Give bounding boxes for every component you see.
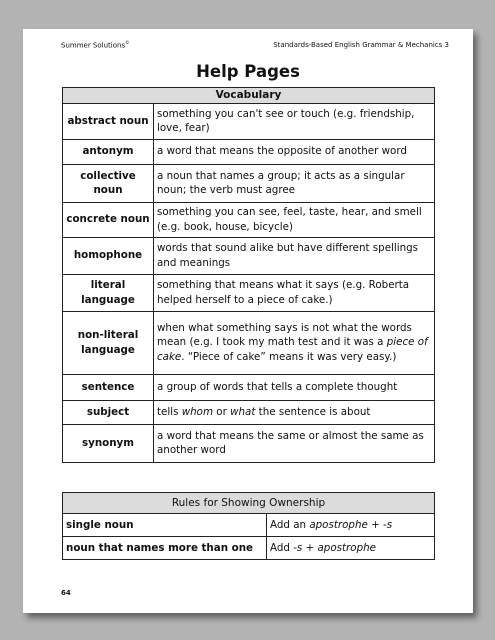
vocab-term: literal language (63, 274, 154, 311)
vocabulary-heading: Vocabulary (63, 88, 435, 104)
vocab-definition (154, 400, 435, 424)
table-row (63, 274, 435, 311)
page-number: 64 (61, 589, 71, 597)
vocab-term: collective noun (63, 164, 154, 202)
header-left (61, 41, 130, 49)
definition-text: or (213, 405, 231, 418)
header-left-text: Summer Solutions (61, 41, 126, 50)
table-row (63, 424, 435, 462)
worksheet-page (23, 29, 473, 613)
ownership-term: single noun (63, 514, 267, 537)
rule-italic: apostrophe (317, 541, 376, 554)
vocab-definition: a group of words that tells a complete thought (154, 374, 435, 400)
rule-italic: -s (293, 541, 303, 554)
table-row (63, 537, 435, 560)
copyright-mark: © (125, 41, 130, 46)
vocab-definition: something you can't see or touch (e.g. friendship, love, fear) (154, 103, 435, 139)
definition-text: tells (157, 405, 182, 418)
page-title: Help Pages (196, 62, 300, 81)
ownership-heading: Rules for Showing Ownership (63, 493, 435, 514)
vocab-term: antonym (63, 139, 154, 164)
table-row (63, 374, 435, 400)
definition-text: the sentence is about (255, 405, 371, 418)
header-right: Standards-Based English Grammar & Mechanics 3 (273, 41, 449, 49)
vocab-term: synonym (63, 424, 154, 462)
definition-italic: what (230, 405, 256, 418)
ownership-term: noun that names more than one (63, 537, 267, 560)
vocab-term: non-literal language (63, 311, 154, 374)
table-row (63, 237, 435, 274)
definition-text: when what something says is not what the words mean (e.g. I took my math test and it was a (157, 322, 412, 349)
definition-italic: piece of cake (157, 336, 428, 363)
vocab-definition: a word that means the same or almost the same as another word (154, 424, 435, 462)
rule-text: Add an (270, 518, 310, 531)
table-row (63, 164, 435, 202)
rule-italic: -s (383, 518, 393, 531)
table-row (63, 514, 435, 537)
table-row (63, 311, 435, 374)
vocab-definition: a word that means the opposite of another word (154, 139, 435, 164)
table-row (63, 202, 435, 237)
table-row (63, 103, 435, 139)
vocab-definition: something you can see, feel, taste, hear, and smell (e.g. book, house, bicycle) (154, 202, 435, 237)
vocab-definition: words that sound alike but have different spellings and meanings (154, 237, 435, 274)
rule-text: + (367, 518, 383, 531)
vocab-term: concrete noun (63, 202, 154, 237)
vocab-definition: something that means what it says (e.g. Roberta helped herself to a piece of cake.) (154, 274, 435, 311)
definition-italic: whom (181, 405, 214, 418)
table-row (63, 400, 435, 424)
rule-text: Add (270, 541, 294, 554)
ownership-rule (267, 537, 435, 560)
table-row (63, 139, 435, 164)
vocab-term: sentence (63, 374, 154, 400)
vocab-term: homophone (63, 237, 154, 274)
ownership-table (62, 492, 435, 560)
rule-text: + (302, 541, 318, 554)
vocab-term: subject (63, 400, 154, 424)
vocabulary-table (62, 87, 435, 463)
vocab-definition: a noun that names a group; it acts as a singular noun; the verb must agree (154, 164, 435, 202)
vocab-term: abstract noun (63, 103, 154, 139)
vocab-definition (154, 311, 435, 374)
rule-italic: apostrophe (309, 518, 368, 531)
ownership-rule (267, 514, 435, 537)
definition-text: . “Piece of cake” means it was very easy.) (181, 350, 397, 363)
